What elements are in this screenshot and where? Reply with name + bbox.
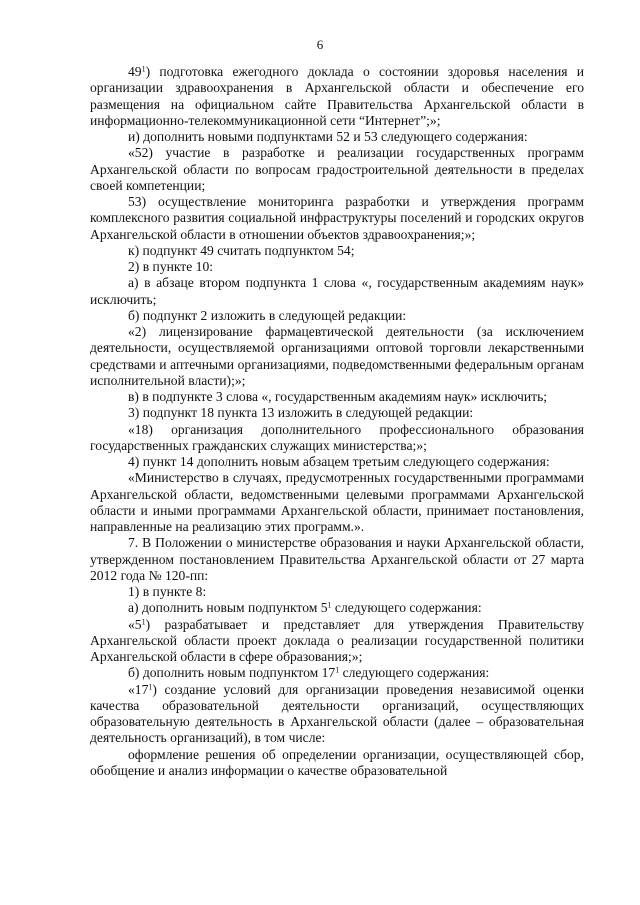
paragraph-text: 4) пункт 14 дополнить новым абзацем третьим следующего содержания: <box>128 454 550 469</box>
document-paragraph <box>90 64 584 129</box>
superscript-marker: 1 <box>335 665 340 675</box>
paragraph-text: 7. В Положении о министерстве образования и науки Архангельской области, утвержденном постановлением Правительства Архангельской области от 27 марта 2012 года № 120-пп: <box>90 535 584 583</box>
document-body <box>90 64 584 779</box>
page-number: 6 <box>316 37 324 52</box>
paragraph-text: а) дополнить новым подпунктом 5 <box>128 600 328 616</box>
document-paragraph <box>90 129 584 145</box>
document-paragraph <box>90 145 584 194</box>
document-paragraph <box>90 275 584 308</box>
document-paragraph <box>90 470 584 535</box>
document-paragraph <box>90 194 584 243</box>
paragraph-text: б) дополнить новым подпунктом 17 <box>128 665 336 681</box>
paragraph-text: 3) подпункт 18 пункта 13 изложить в следующей редакции: <box>128 405 474 421</box>
document-paragraph <box>90 665 584 681</box>
document-paragraph <box>90 259 584 275</box>
superscript-marker: 1 <box>141 64 146 74</box>
document-paragraph <box>90 584 584 600</box>
superscript-marker: 1 <box>148 682 153 692</box>
paragraph-text: «5 <box>128 616 142 632</box>
paragraph-text: оформление решения об определении организации, осуществляющей сбор, обобщение и анализ информации о качестве образовательной <box>90 746 584 778</box>
paragraph-text: в) в подпункте 3 слова «, государственным академиям наук» исключить; <box>128 389 548 404</box>
paragraph-text: к) подпункт 49 считать подпунктом 54; <box>128 242 355 258</box>
paragraph-text: 49 <box>128 64 142 79</box>
paragraph-text: а) в абзаце втором подпункта 1 слова «, государственным академиям наук» исключить; <box>90 275 584 307</box>
paragraph-text: ) создание условий для организации проведения независимой оценки качества образовательной деятельности организаций, осуществляющих образовательную деятельность в Архангельской области (далее – образовательная деятельность организаций), в том числе: <box>90 681 584 746</box>
paragraph-text: б) подпункт 2 изложить в следующей редакции: <box>128 307 407 323</box>
document-paragraph <box>90 454 584 470</box>
document-paragraph <box>90 405 584 421</box>
document-paragraph <box>90 617 584 666</box>
document-paragraph <box>90 389 584 405</box>
paragraph-text: следующего содержания: <box>339 665 490 681</box>
paragraph-text: «52) участие в разработке и реализации государственных программ Архангельской области по вопросам градостроительной деятельности в пределах своей компетенции; <box>90 145 584 193</box>
document-paragraph <box>90 324 584 389</box>
paragraph-text: «17 <box>128 681 149 697</box>
paragraph-text: 1) в пункте 8: <box>128 584 207 599</box>
document-paragraph <box>90 535 584 584</box>
paragraph-text: ) разрабатывает и представляет для утверждения Правительству Архангельской области проект доклада о реализации государственной политики Архангельской области в сфере образования;»; <box>90 616 584 664</box>
paragraph-text: «18) организация дополнительного профессионального образования государственных гражданских служащих министерства;»; <box>90 421 584 453</box>
document-paragraph <box>90 600 584 616</box>
paragraph-text: 53) осуществление мониторинга разработки и утверждения программ комплексного развития социальной инфраструктуры поселений и городских округов Архангельской области в отношении объектов здравоохранения;»; <box>90 194 584 242</box>
document-paragraph <box>90 243 584 259</box>
paragraph-text: ) подготовка ежегодного доклада о состоянии здоровья населения и организации здравоохранения в Архангельской области и обеспечение его размещения на официальном сайте Правительства Архангельской области в информационно-телекоммуникационной сети “Интернет”;»; <box>90 64 584 128</box>
document-paragraph <box>90 422 584 455</box>
paragraph-text: и) дополнить новыми подпунктами 52 и 53 следующего содержания: <box>128 129 528 144</box>
paragraph-text: 2) в пункте 10: <box>128 259 214 274</box>
paragraph-text: следующего содержания: <box>331 600 482 616</box>
document-paragraph <box>90 308 584 324</box>
superscript-marker: 1 <box>141 617 146 627</box>
paragraph-text: «2) лицензирование фармацевтической деятельности (за исключением деятельности, осуществляемой организациями оптовой торговли лекарственными средствами и аптечными организациями, подведомственными федеральным органам исполнительной власти);»; <box>90 324 584 388</box>
document-paragraph <box>90 747 584 780</box>
superscript-marker: 1 <box>327 600 332 610</box>
document-paragraph <box>90 682 584 747</box>
paragraph-text: «Министерство в случаях, предусмотренных государственными программами Архангельской области, ведомственными целевыми программами Архангельской области и иными программами Архангельской области, принимает постановления, направленные на реализацию этих программ.». <box>90 470 584 534</box>
